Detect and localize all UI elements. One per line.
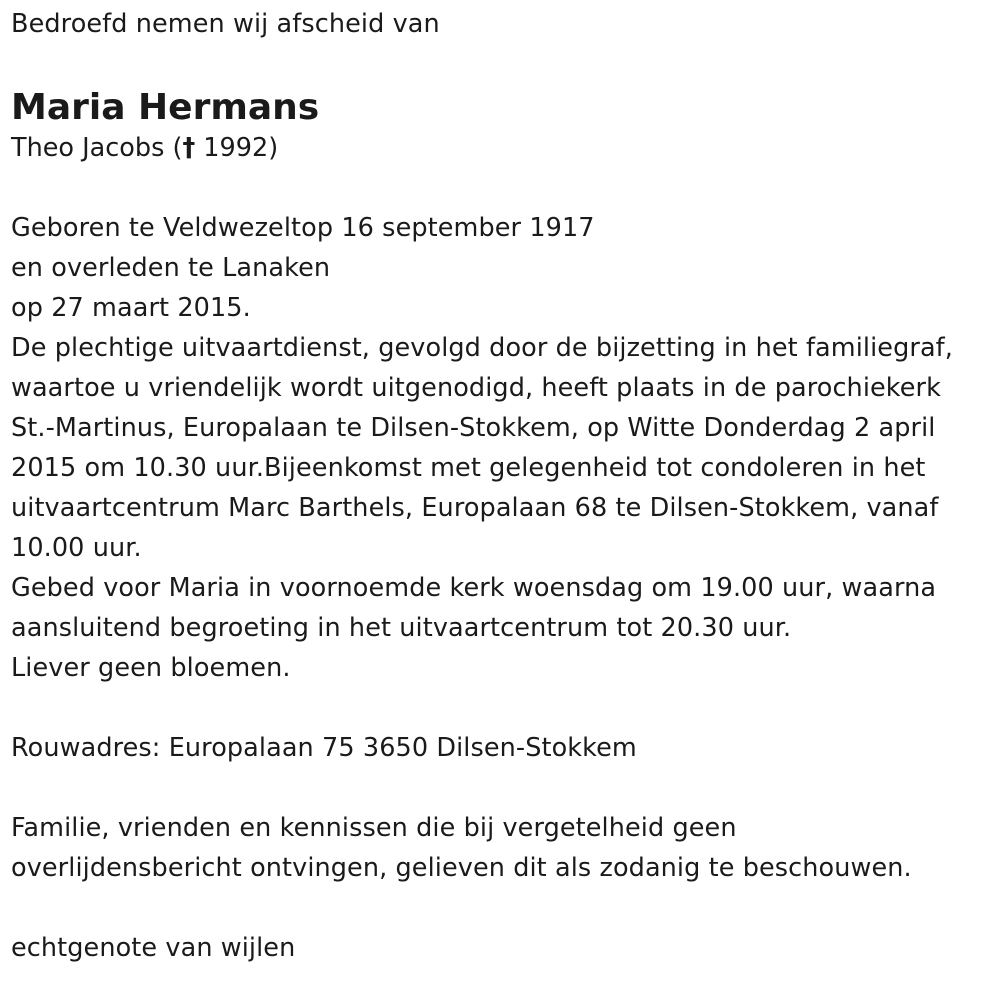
spacer (11, 888, 996, 928)
service-line: St.-Martinus, Europalaan te Dilsen-Stokkem, op Witte Donderdag 2 april (11, 413, 936, 443)
mourning-address: Rouwadres: Europalaan 75 3650 Dilsen-Stokkem (11, 733, 637, 763)
death-place-line: en overleden te Lanaken (11, 253, 331, 283)
death-date-line: op 27 maart 2015. (11, 293, 251, 323)
spouse-line (11, 128, 996, 168)
service-line: De plechtige uitvaartdienst, gevolgd door de bijzetting in het familiegraf, (11, 333, 953, 363)
service-line: 10.00 uur. (11, 533, 142, 563)
closing-text: echtgenote van wijlen (11, 933, 296, 963)
service-line: Gebed voor Maria in voornoemde kerk woensdag om 19.00 uur, waarna (11, 573, 937, 603)
service-line: uitvaartcentrum Marc Barthels, Europalaan 68 te Dilsen-Stokkem, vanaf (11, 493, 939, 523)
family-note-line: Familie, vrienden en kennissen die bij vergetelheid geen (11, 813, 737, 843)
death-notice (11, 0, 996, 968)
service-line: aansluitend begroeting in het uitvaartcentrum tot 20.30 uur. (11, 613, 792, 643)
cross-icon: † (182, 133, 196, 163)
service-line: 2015 om 10.30 uur.Bijeenkomst met gelegenheid tot condoleren in het (11, 453, 926, 483)
spouse-close-paren: ) (268, 133, 279, 163)
spouse-death-year: 1992 (203, 133, 269, 163)
spacer (11, 168, 996, 208)
family-note-line: overlijdensbericht ontvingen, gelieven dit als zodanig te beschouwen. (11, 853, 912, 883)
spouse-name: Theo Jacobs (11, 133, 165, 163)
birth-line: Geboren te Veldwezeltop 16 september 1917 (11, 213, 595, 243)
intro-text: Bedroefd nemen wij afscheid van (11, 9, 440, 39)
service-line: Liever geen bloemen. (11, 653, 291, 683)
spacer (11, 768, 996, 808)
spouse-open-paren: ( (172, 133, 183, 163)
service-line: waartoe u vriendelijk wordt uitgenodigd, heeft plaats in de parochiekerk (11, 373, 941, 403)
deceased-name: Maria Hermans (11, 87, 320, 128)
spacer (11, 688, 996, 728)
